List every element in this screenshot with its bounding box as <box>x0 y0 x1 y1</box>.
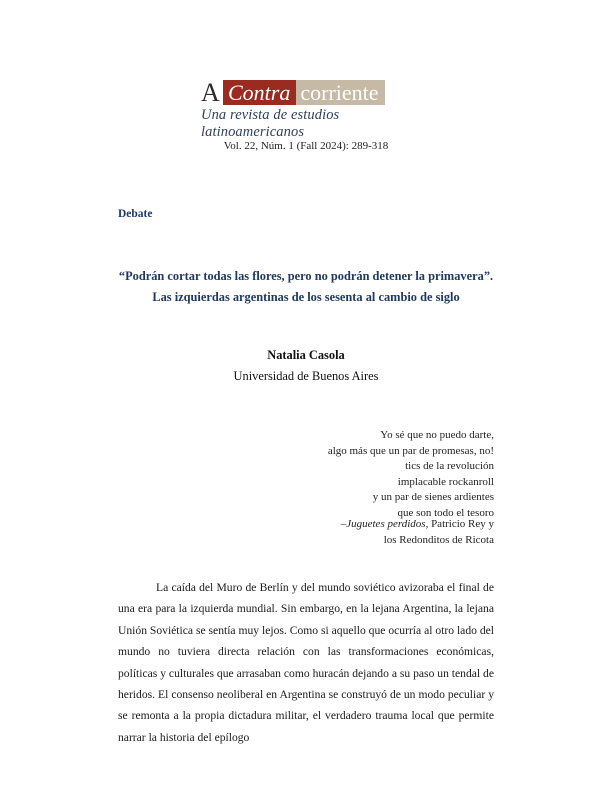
logo-wordmark <box>201 80 411 105</box>
article-title <box>0 266 612 308</box>
body-paragraph: La caída del Muro de Berlín y del mundo soviético avizoraba el final de una era para la izquierda mundial. Sin embargo, en la lejana Argentina, la lejana Unión Soviética se sentía muy lejos. Como si aquello que ocurría al otro lado del mundo no tuviera directa relación con las transformaciones económicas, políticas y culturales que arrasaban como huracán dejando a su paso un tendal de heridos. El consenso neoliberal en Argentina se construyó de un modo peculiar y se remonta a la propia dictadura militar, el verdadero trauma local que permite narrar la historia del epílogo <box>118 581 494 744</box>
attribution-dash: – <box>340 518 347 530</box>
title-line-2: Las izquierdas argentinas de los sesenta al cambio de siglo <box>152 290 460 304</box>
author-name: Natalia Casola <box>267 348 345 362</box>
attribution-work: Juguetes perdidos <box>346 518 426 530</box>
section-label: Debate <box>118 208 153 220</box>
logo-word-corriente: corriente <box>296 80 384 105</box>
logo-word-contra: Contra <box>223 80 296 105</box>
article-body <box>118 577 494 748</box>
epigraph <box>328 428 494 521</box>
epigraph-line: que son todo el tesoro <box>397 506 494 519</box>
title-line-1: “Podrán cortar todas las flores, pero no podrán detener la primavera”. <box>118 269 494 283</box>
author-affiliation: Universidad de Buenos Aires <box>233 369 379 383</box>
attribution-line-1 <box>341 517 494 533</box>
epigraph-line: algo más que un par de promesas, no! <box>327 444 494 457</box>
volume-info: Vol. 22, Núm. 1 (Fall 2024): 289-318 <box>223 140 389 152</box>
journal-logo <box>201 78 411 140</box>
attribution-author-2: los Redonditos de Ricota <box>383 533 494 546</box>
logo-subtitle: Una revista de estudios latinoamericanos <box>201 107 340 140</box>
attribution-author-1: , Patricio Rey y <box>425 518 494 530</box>
epigraph-line: Yo sé que no puedo darte, <box>380 429 494 441</box>
epigraph-line: tics de la revolución <box>405 460 494 472</box>
epigraph-line: implacable rockanroll <box>397 475 494 488</box>
epigraph-attribution <box>341 517 494 548</box>
epigraph-line: y un par de sienes ardientes <box>372 491 494 503</box>
logo-letter: A <box>201 78 220 107</box>
